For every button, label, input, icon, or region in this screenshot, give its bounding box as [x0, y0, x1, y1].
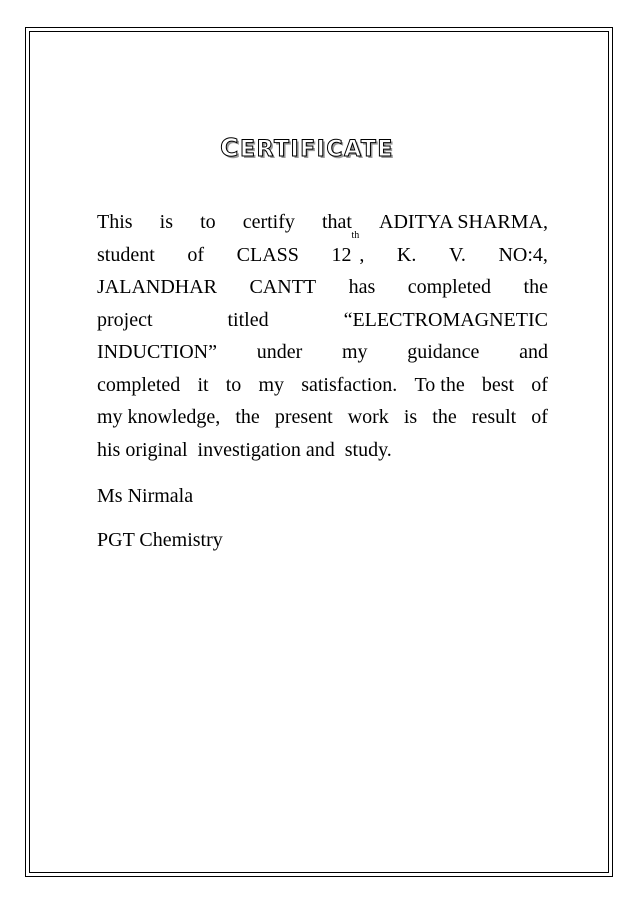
- title-rest: ERTIFICATE: [239, 137, 394, 162]
- body-line-4: [97, 304, 548, 337]
- title-initial: C: [220, 133, 240, 162]
- body-line-3: [97, 271, 548, 304]
- word: is: [159, 211, 173, 233]
- word: the: [523, 276, 548, 298]
- certificate-title-text: [220, 133, 394, 162]
- word: of: [187, 243, 205, 266]
- word: my knowledge,: [97, 406, 221, 428]
- word: under: [256, 341, 303, 363]
- word: titled: [227, 308, 269, 331]
- body-line-2: [97, 229, 548, 272]
- word: CLASS: [236, 243, 299, 266]
- word: has: [348, 276, 376, 298]
- student-name: ADITYA SHARMA,: [379, 211, 548, 233]
- body-line-7: [97, 401, 548, 434]
- word: present: [274, 406, 333, 428]
- body-line-5: [97, 336, 548, 369]
- word: JALANDHAR: [97, 276, 217, 298]
- certificate-body: [97, 206, 548, 466]
- word: This: [97, 211, 133, 233]
- word: his original investigation and study.: [97, 438, 392, 461]
- word: completed: [97, 373, 181, 396]
- word: project: [97, 308, 153, 331]
- word: guidance: [407, 341, 480, 363]
- class-number: [331, 229, 365, 272]
- word: student: [97, 243, 155, 266]
- word: to: [200, 211, 216, 233]
- word: is: [403, 406, 418, 428]
- word: To the: [414, 373, 465, 396]
- word: certify: [242, 211, 295, 233]
- class-ordinal-suffix: th: [351, 229, 360, 241]
- body-line-8: [97, 434, 548, 467]
- word: that: [321, 211, 352, 233]
- word: of: [531, 406, 548, 428]
- word: to: [225, 373, 242, 396]
- word: my: [341, 341, 368, 363]
- word: work: [347, 406, 389, 428]
- signatory-title: PGT Chemistry: [97, 529, 223, 551]
- word: the: [432, 406, 457, 428]
- project-title-end: INDUCTION”: [97, 341, 217, 363]
- word: satisfaction.: [301, 373, 398, 396]
- word: K.: [396, 243, 417, 266]
- project-title: “ELECTROMAGNETIC: [343, 308, 548, 331]
- word: best: [481, 373, 515, 396]
- word: the: [235, 406, 260, 428]
- class-number-comma: ,: [359, 243, 365, 266]
- signatory-name: Ms Nirmala: [97, 485, 194, 507]
- word: CANTT: [249, 276, 317, 298]
- word: completed: [407, 276, 492, 298]
- body-line-6: [97, 369, 548, 402]
- word: and: [519, 341, 548, 363]
- body-line-1: [97, 206, 548, 239]
- certificate-title: [0, 133, 626, 162]
- word: it: [197, 373, 209, 396]
- word: V.: [448, 243, 466, 266]
- class-number-value: 12: [331, 243, 352, 266]
- word: my: [258, 373, 285, 396]
- word: NO:4,: [498, 243, 548, 266]
- word: of: [531, 373, 548, 396]
- word: result: [471, 406, 517, 428]
